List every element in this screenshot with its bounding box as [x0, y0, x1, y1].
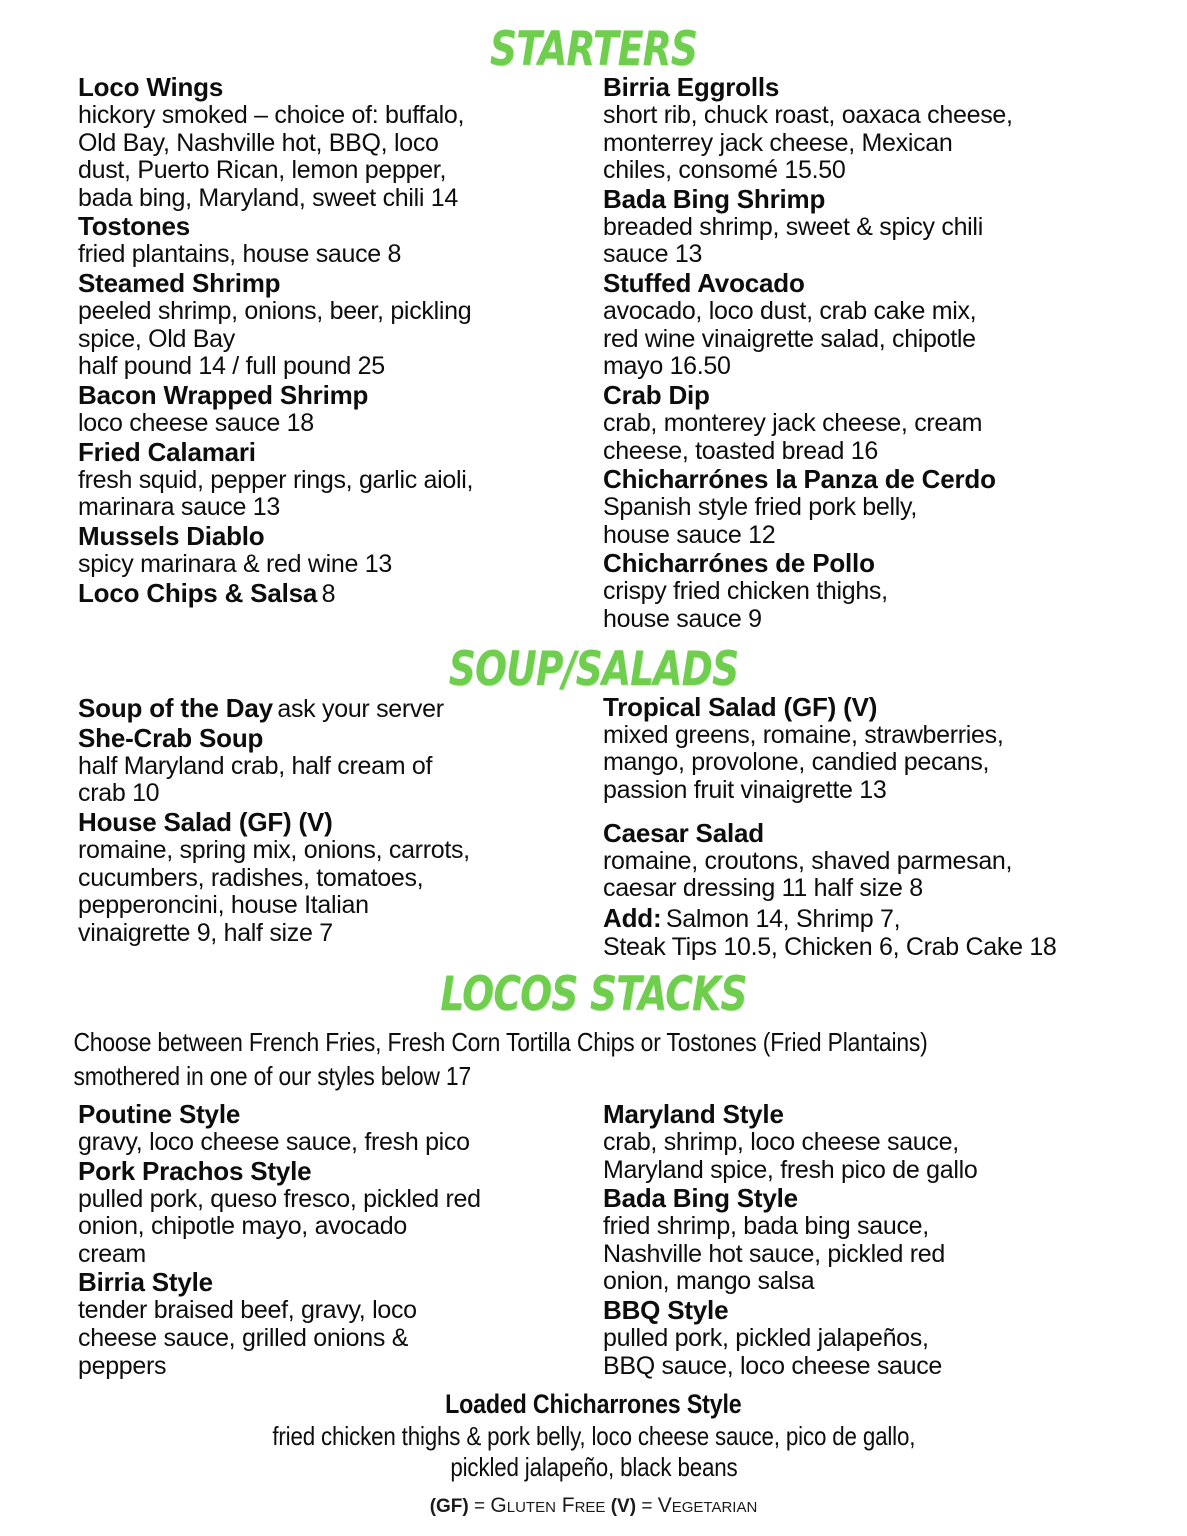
menu-item-desc: half Maryland crab, half cream of	[78, 751, 433, 780]
menu-item-name: Loco Wings	[78, 72, 224, 102]
menu-item-inline	[78, 693, 565, 724]
menu-item-desc: house sauce 9	[603, 605, 762, 634]
menu-item-name: Bacon Wrapped Shrimp	[78, 379, 369, 410]
menu-item-desc: monterrey jack cheese, Mexican	[603, 128, 953, 157]
starters-columns	[40, 73, 1147, 634]
menu-item-desc: bada bing, Maryland, sweet chili 14	[78, 183, 459, 212]
menu-item-name: Pork Prachos Style	[78, 1155, 312, 1186]
menu-item-desc: Spanish style fried pork belly,	[603, 493, 918, 522]
menu-item-name: Bada Bing Style	[603, 1183, 798, 1214]
menu-item-desc: breaded shrimp, sweet & spicy chili	[603, 212, 983, 241]
featured-title: Loaded Chicharrones Style	[445, 1389, 742, 1420]
locos-stacks-intro	[40, 1018, 1175, 1100]
menu-item-desc: gravy, loco cheese sauce, fresh pico	[78, 1127, 470, 1156]
menu-item-name: Birria Style	[78, 1267, 213, 1298]
menu-item-desc: avocado, loco dust, crab cake mix,	[603, 297, 977, 326]
menu-item-desc: crab 10	[78, 779, 160, 808]
menu-item-desc: romaine, spring mix, onions, carrots,	[78, 835, 470, 864]
menu-item-name: Steamed Shrimp	[78, 268, 281, 299]
menu-item-desc: pulled pork, pickled jalapeños,	[603, 1324, 929, 1353]
menu-item-inline	[603, 903, 1125, 934]
menu-item-desc: BBQ sauce, loco cheese sauce	[603, 1351, 943, 1380]
menu-item-inline	[78, 578, 565, 609]
menu-item-name: Stuffed Avocado	[603, 268, 805, 299]
menu-item-desc: cream	[78, 1239, 146, 1268]
spacer	[603, 805, 1125, 819]
locos-stacks-left-column	[40, 1100, 565, 1380]
menu-item-desc: onion, mango salsa	[603, 1267, 815, 1296]
menu-item-name: Chicharrónes de Pollo	[603, 548, 875, 579]
gf-text: Gluten Free	[490, 1494, 606, 1517]
menu-item-desc: fresh squid, pepper rings, garlic aioli,	[78, 465, 474, 494]
menu-item-desc: caesar dressing 11 half size 8	[603, 874, 923, 903]
locos-stacks-right-column	[565, 1100, 1125, 1380]
menu-item-name: Crab Dip	[603, 379, 710, 410]
menu-item-desc: romaine, croutons, shaved parmesan,	[603, 846, 1013, 875]
menu-item-desc: vinaigrette 9, half size 7	[78, 918, 333, 947]
featured-desc-line: pickled jalapeño, black beans	[449, 1452, 738, 1483]
menu-item-name: Mussels Diablo	[78, 520, 265, 551]
menu-item-desc: marinara sauce 13	[78, 493, 280, 522]
menu-item-name: Caesar Salad	[603, 817, 764, 848]
intro-line: smothered in one of our styles below 17	[73, 1061, 472, 1092]
section-heading-starters: STARTERS	[489, 22, 698, 77]
menu-item-desc: Salmon 14, Shrimp 7,	[665, 904, 901, 933]
menu-item-name: She-Crab Soup	[78, 722, 264, 753]
locos-stacks-columns	[40, 1100, 1147, 1380]
menu-item-desc: Nashville hot sauce, pickled red	[603, 1239, 945, 1268]
menu-item-name: Maryland Style	[603, 1098, 784, 1129]
menu-item-desc: cheese, toasted bread 16	[603, 436, 878, 465]
menu-item-name: Birria Eggrolls	[603, 72, 780, 102]
menu-item-desc: peeled shrimp, onions, beer, pickling	[78, 297, 472, 326]
section-heading-locos-stacks: LOCOS STACKS	[440, 967, 747, 1023]
menu-item-desc: onion, chipotle mayo, avocado	[78, 1212, 408, 1241]
menu-item-desc: fried shrimp, bada bing sauce,	[603, 1212, 929, 1241]
soup-salads-columns	[40, 693, 1147, 962]
menu-item-desc: sauce 13	[603, 240, 703, 269]
menu-item-name: Tropical Salad (GF) (V)	[603, 691, 878, 722]
menu-item-desc: spicy marinara & red wine 13	[78, 549, 392, 578]
menu-item-desc: house sauce 12	[603, 520, 776, 549]
menu-item-desc: mixed greens, romaine, strawberries,	[603, 720, 1004, 749]
menu-item-name: Poutine Style	[78, 1098, 241, 1129]
menu-item-desc: Maryland spice, fresh pico de gallo	[603, 1155, 978, 1184]
section-heading-soup-salads: SOUP/SALADS	[448, 641, 739, 697]
intro-line: Choose between French Fries, Fresh Corn Tortilla Chips or Tostones (Fried Plantains)	[73, 1027, 928, 1058]
menu-item-name: Fried Calamari	[78, 436, 256, 467]
menu-item-desc: mayo 16.50	[603, 352, 731, 381]
equals-sign: =	[641, 1496, 653, 1517]
menu-item-desc: chiles, consomé 15.50	[603, 156, 846, 185]
menu-item-desc: dust, Puerto Rican, lemon pepper,	[78, 156, 447, 185]
menu-item-desc: short rib, chuck roast, oaxaca cheese,	[603, 100, 1013, 129]
soup-salads-left-column	[40, 693, 565, 962]
menu-item-name: Chicharrónes la Panza de Cerdo	[603, 464, 996, 495]
menu-item-desc: tender braised beef, gravy, loco	[78, 1296, 417, 1325]
featured-desc-line: fried chicken thighs & pork belly, loco cheese sauce, pico de gallo,	[272, 1420, 915, 1451]
menu-item-desc: cucumbers, radishes, tomatoes,	[78, 863, 424, 892]
menu-item-name: BBQ Style	[603, 1295, 729, 1326]
starters-left-column	[40, 73, 565, 634]
menu-item-desc: cheese sauce, grilled onions &	[78, 1324, 409, 1353]
menu-item-name: Soup of the Day	[78, 692, 273, 723]
menu-item-desc: loco cheese sauce 18	[78, 408, 314, 437]
equals-sign: =	[474, 1496, 486, 1517]
menu-item-name: Add:	[603, 902, 662, 933]
menu-item-desc: crab, monterey jack cheese, cream	[603, 408, 983, 437]
menu-item-desc: peppers	[78, 1351, 167, 1380]
menu-item-desc: mango, provolone, candied pecans,	[603, 748, 990, 777]
menu-item-price: 8	[321, 580, 336, 609]
menu-item-desc: Old Bay, Nashville hot, BBQ, loco	[78, 128, 439, 157]
featured-stack-item	[40, 1380, 1147, 1484]
menu-item-name: Tostones	[78, 211, 191, 242]
menu-item-desc: half pound 14 / full pound 25	[78, 352, 385, 381]
starters-right-column	[565, 73, 1125, 634]
menu-item-desc: hickory smoked – choice of: buffalo,	[78, 100, 465, 129]
legend-footer	[0, 1494, 1187, 1518]
menu-item-desc: crispy fried chicken thighs,	[603, 577, 888, 606]
menu-item-desc: pepperoncini, house Italian	[78, 891, 369, 920]
menu-item-desc: spice, Old Bay	[78, 324, 235, 353]
v-text: Vegetarian	[657, 1494, 758, 1517]
menu-item-desc: crab, shrimp, loco cheese sauce,	[603, 1127, 959, 1156]
soup-salads-right-column	[565, 693, 1125, 962]
menu-item-desc: fried plantains, house sauce 8	[78, 240, 402, 269]
menu-item-desc: Steak Tips 10.5, Chicken 6, Crab Cake 18	[603, 932, 1057, 961]
menu-item-desc: red wine vinaigrette salad, chipotle	[603, 324, 976, 353]
menu-item-name: Loco Chips & Salsa	[78, 578, 318, 609]
gf-abbr: (GF)	[429, 1496, 469, 1517]
menu-item-name: Bada Bing Shrimp	[603, 183, 826, 214]
menu-item-desc: passion fruit vinaigrette 13	[603, 775, 887, 804]
menu-item-name: House Salad (GF) (V)	[78, 806, 333, 837]
menu-item-desc: ask your server	[277, 694, 444, 723]
menu-item-desc: pulled pork, queso fresco, pickled red	[78, 1184, 481, 1213]
v-abbr: (V)	[610, 1496, 637, 1517]
